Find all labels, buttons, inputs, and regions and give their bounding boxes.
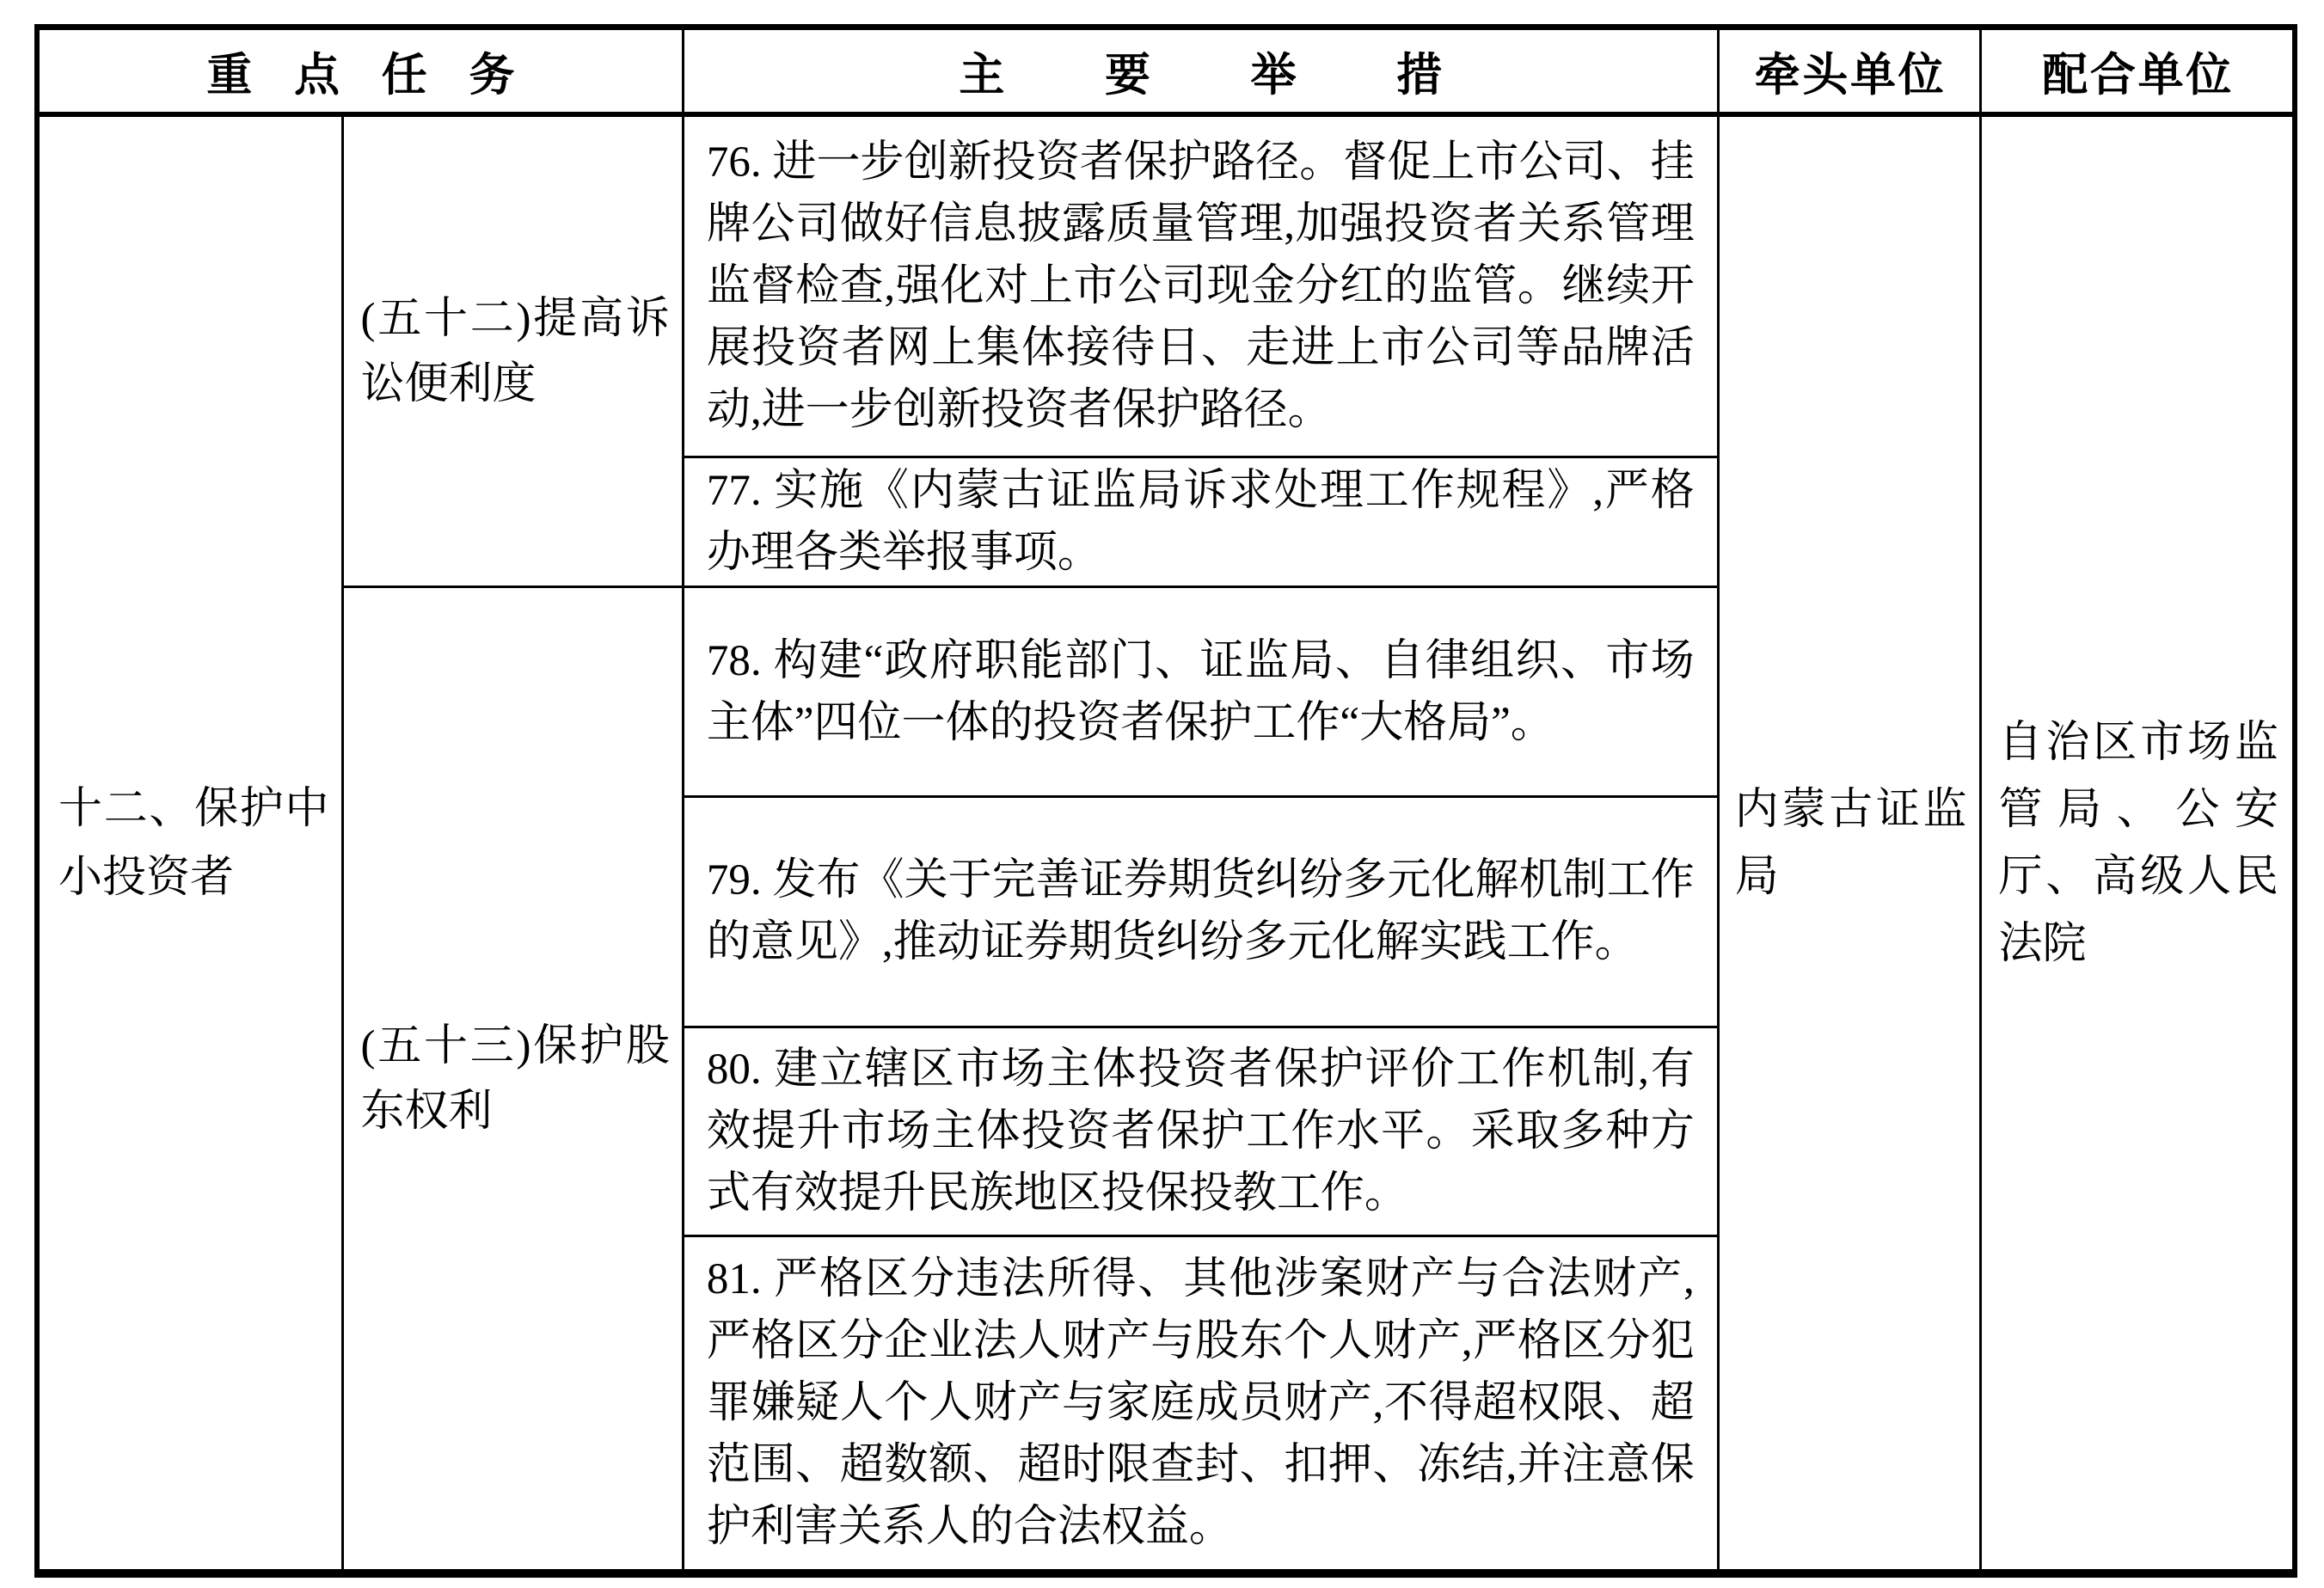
subtask-52-label: (五十二)提高诉讼便利度 bbox=[360, 294, 670, 408]
measure-80-text: 80. 建立辖区市场主体投资者保护评价工作机制,有效提升市场主体投资者保护工作水平。采取多种方式有效提升民族地区投保投教工作。 bbox=[706, 1045, 1695, 1218]
cell-measure-78 bbox=[684, 588, 1720, 798]
measure-81-text: 81. 严格区分违法所得、其他涉案财产与合法财产,严格区分企业法人财产与股东个人财产,严格区分犯罪嫌疑人个人财产与家庭成员财产,不得超权限、超范围、超数额、超时限查封、扣押、冻结,并注意保护利害关系人的合法权益。 bbox=[706, 1255, 1695, 1552]
cell-subtask-52 bbox=[344, 117, 684, 588]
support-unit-text: 自治区市场监管局、公安厅、高级人民法院 bbox=[1998, 718, 2278, 968]
header-lead-unit-label: 牵头单位 bbox=[1754, 49, 1947, 101]
header-lead-unit bbox=[1720, 30, 1982, 117]
task-group-title: 十二、保护中小投资者 bbox=[58, 784, 329, 902]
header-main-measures bbox=[684, 30, 1720, 117]
header-key-tasks bbox=[40, 30, 684, 117]
lead-unit-text: 内蒙古证监局 bbox=[1734, 785, 1967, 901]
cell-measure-81 bbox=[684, 1237, 1720, 1569]
measure-77-text: 77. 实施《内蒙古证监局诉求处理工作规程》,严格办理各类举报事项。 bbox=[706, 466, 1695, 577]
measure-76-text: 76. 进一步创新投资者保护路径。督促上市公司、挂牌公司做好信息披露质量管理,加强投资者关系管理监督检查,强化对上市公司现金分红的监管。继续开展投资者网上集体接待日、走进上市公司等品牌活动,进一步创新投资者保护路径。 bbox=[706, 138, 1695, 434]
subtask-53-label: (五十三)保护股东权利 bbox=[360, 1021, 670, 1136]
cell-measure-79 bbox=[684, 798, 1720, 1028]
header-main-measures-label: 主要举措 bbox=[959, 49, 1542, 101]
cell-measure-76 bbox=[684, 117, 1720, 457]
cell-task-group-12 bbox=[40, 117, 344, 1569]
cell-lead-unit bbox=[1720, 117, 1982, 1569]
cell-support-unit bbox=[1982, 117, 2292, 1569]
measure-78-text: 78. 构建“政府职能部门、证监局、自律组织、市场主体”四位一体的投资者保护工作“大格局”。 bbox=[706, 636, 1695, 747]
cell-subtask-53 bbox=[344, 588, 684, 1569]
key-tasks-table bbox=[34, 24, 2297, 1578]
cell-measure-80 bbox=[684, 1028, 1720, 1238]
header-key-tasks-label: 重点任务 bbox=[206, 49, 557, 101]
measure-79-text: 79. 发布《关于完善证券期货纠纷多元化解机制工作的意见》,推动证券期货纠纷多元化解实践工作。 bbox=[706, 856, 1695, 967]
header-support-unit-label: 配合单位 bbox=[2042, 49, 2234, 101]
header-support-unit bbox=[1982, 30, 2292, 117]
cell-measure-77 bbox=[684, 458, 1720, 589]
